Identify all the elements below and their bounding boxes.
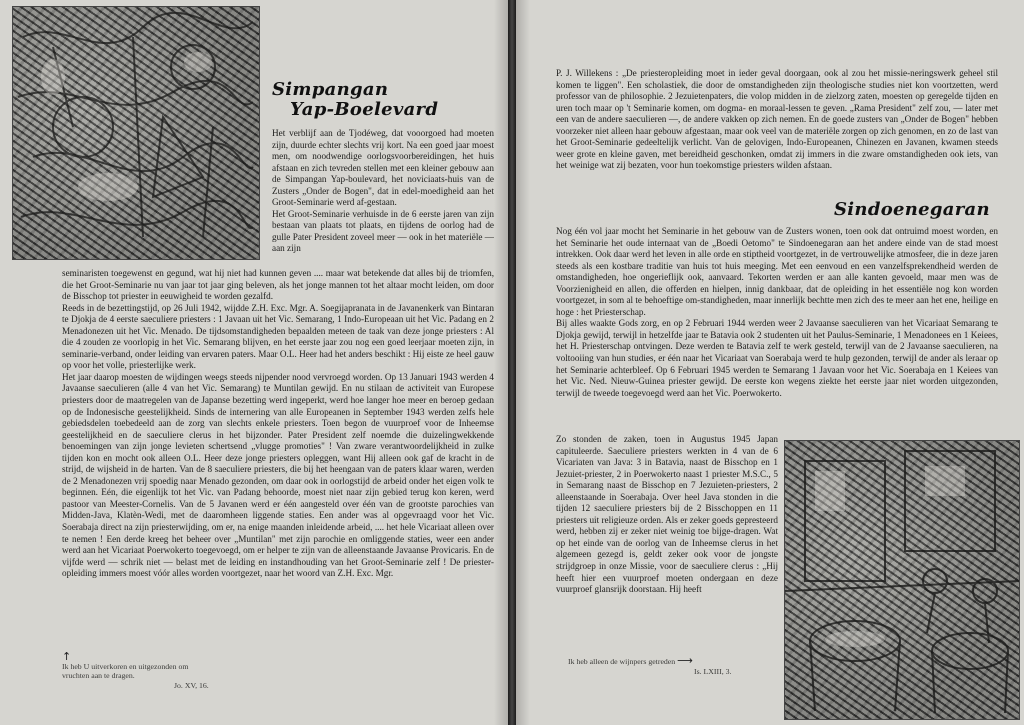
right-page (516, 0, 1024, 725)
right-main-column (556, 226, 998, 399)
footnote-reference: Jo. XV, 16. (174, 680, 209, 690)
left-page (0, 0, 508, 725)
footnote-line-1: Ik heb U uitverkoren en uitgezonden om (62, 661, 189, 671)
left-main-column (62, 268, 494, 580)
left-body-paragraph-3: Het jaar daarop moesten de wijdingen weegs steeds nijpender nood vervroegd worden. Op 13 Januari 1943 werden 4 Javaanse saeculieren (alle 4 van het Vic. Semarang) te Muntilan gewijd. En nu stilaan de activiteit van Europese priesters door de maatregelen van de Japanse bezetting werd ingeperkt, werd hoe langer hoe meer en beroep gedaan op de Indonesische geestelijkheid. Sinds de internering van alle Europeanen in September 1943 werden zelfs hele gebiedsdelen toebedeeld aan de zorg van slechts enkele priesters. Toen begon de vuurproef voor de Inheemse geestelijkheid en de saeculiere clerus in het bijzonder. Pater President zelf noemde die duizelingwekkende benoemingen van zijn jonge levieten schertsend „vlugge promoties" ! Van zware verantwoordelijkheid in zulke tijden kon en mocht ook alleen O.L. Heer deze jonge priesters opleggen, want Hij alleen ook gaf de kracht in de strijd, de wijsheid in de harten. Van de 8 saeculiere priesters, die bij het heengaan van de paters klaar waren, werden de 2 Menadonezen vrij spoedig naar Menado gezonden, om daar ook in oorlogstijd de arbeid onder het eigen volk te beginnen. Eén, die eigenlijk tot het Vic. van Padang behoorde, moest niet naar zijn gebied terug kon keren, werd pastoor van Meester-Cornelis. Van de 5 Javanen werd er één aangesteld over één van de grootste parochies van Midden-Java, Klatèn-Wedi, met de daaromheen liggende staties. Een ander was al opgevraagd voor het Vic. Soerabaja direct na zijn priesterwijding, om er, na enige maanden inleidende arbeid, .... het hele Vicariaat alleen over te nemen ! Een derde kreeg het beheer over „Muntilan" met zijn parochie en omliggende staties, weer een ander werd aan het Vicariaat Poerwokerto toegevoegd, om er helper te zijn van de alleenstaande Javaanse Provicaris. En de vijfde werd — schrik niet — belast met de leiding en instandhouding van het Groot-Seminarie zelf ! De priester-opleiding immers moest vóór alles worden voortgezet, naar het woord van Z.H. Exc. Mgr. (62, 371, 494, 579)
artwork-drawing (13, 7, 259, 259)
footnote-reference: Is. LXIII, 3. (694, 666, 732, 676)
footnote-text: Ik heb alleen de wijnpers getreden (568, 657, 676, 666)
right-arrow-icon: ⟶ (677, 654, 693, 667)
footnote-line-1 (568, 656, 780, 667)
right-footnote (568, 656, 780, 676)
left-body-paragraph-1: seminaristen toegewenst en gegund, wat hij niet had kunnen geven .... maar wat betekende dat alles bij de triomfen, die het Groot-Seminarie nu van jaar tot jaar ging beleven, als het jonge mannen tot het altaar mocht leiden, om door de Bisschop tot priester in eeuwigheid te worden gezalfd. (62, 268, 494, 302)
right-body-paragraph-2: Bij alles waakte Gods zorg, en op 2 Februari 1944 werden weer 2 Javaanse saeculieren van het Vicariaat Semarang te Djokja gewijd, terwijl in hetzelfde jaar te Batavia ook 2 studenten uit het Paulus-Seminarie, 1 Menadonees en 1 Keiees, het H. Priesterschap ontvingen. Deze werden te Batavia zelf te werk gesteld, terwijl van de 2 Javaanse saeculieren, na voltooiing van hun studies, er één naar het Vicariaat van Soerabaja werd te hulp gezonden, terwijl de ander als leraar op het Seminarie achterbleef. Op 6 Februari 1945 werden te Semarang 1 Javaan voor het Vic. Soerabaja en 1 Keiees van het Vic. Ned. Nieuw-Guinea priester gewijd. De eerste kon wegens ziekte het eerste jaar niet worden uitgezonden, terwijl de tweede toegevoegd werd aan het Vic. Poerwokerto. (556, 318, 998, 398)
section-title-simpangan (272, 80, 438, 120)
right-body-paragraph-1: Nog één vol jaar mocht het Seminarie in het gebouw van de Zusters wonen, toen ook dat ontruimd moest worden, en het Seminarie het oude internaat van de „Boedi Oetomo" te Sindoenegaran aan het andere einde van de stad moest intrekken. Ook daar werd het leven in alle orde en stiptheid voortgezet, in de vertrouwelijke atmosfeer, die in deze jaren steeds als een kostbare traditie van huis tot huis meeging. Met een eenvoud en een vanzelfsprekendheid werden de omstandigheden, hoe ongerieflijk ook, aanvaard. Tekorten werden er aan alle kanten gevoeld, maar men was de Voorzienigheid en allen, die offerden en hielpen, innig dankbaar, dat de opleiding in het essentiële nog kon worden voortgezet, in som al te behoeftige om-standigheden, maar innerlijk bechtte men zich des te meer aan het ene, heilige en hoge : het Priesterschap. (556, 226, 998, 317)
title-line-1: Simpangan (272, 79, 389, 100)
up-arrow-icon: ↑ (62, 650, 72, 663)
left-intro-column (272, 128, 494, 255)
title-text: Sindoenegaran (834, 199, 990, 220)
artwork-image-top-left (12, 6, 260, 260)
book-gutter (508, 0, 516, 725)
right-top-column (556, 68, 998, 172)
footnote-line-2: vruchten aan te dragen. (62, 671, 135, 680)
left-intro-paragraph: Het verblijf aan de Tjodéweg, dat vooorgoed had moeten zijn, duurde echter slechts vrij kort. Na een goed jaar moest men, om noodwendige oorlogsvoorbereidingen, het huis afstaan en zich tevreden stellen met een kleiner gebouw aan de Simpangan Yap-boulevard, het noviciaats-huis van de Zusters „Onder de Bogen", dat in edel-moedigheid aan het Groot-Seminarie werd af-gestaan. (272, 128, 494, 208)
left-body-paragraph-2: Reeds in de bezettingstijd, op 26 Juli 1942, wijdde Z.H. Exc. Mgr. A. Soegijapranata in de Javanenkerk van Bintaran te Djokja de 4 eerste saeculiere priesters : 1 Javaan uit het Vic. Semarang, 1 Indo-Europeaan uit het Vic. Padang en 2 Menadonezen uit het Vic. Menado. De tijdsomstandigheden bepaalden meteen de taak van deze jonge priesters : Al die 4 zouden ze voorlopig in het Vic. Semarang blijven, en het eerste jaar zou nog een goed leerjaar moeten zijn, in seminarie-verband, onder leiding van ervaren paters. Maar O.L. Heer had het anders beschikt : Hij eiste ze heel gauw op voor het volle, priesterlijke werk. (62, 302, 494, 371)
artwork-image-bottom-right (784, 440, 1020, 720)
right-lower-column (556, 434, 778, 596)
section-title-sindoenegaran (834, 200, 990, 220)
left-footnote (62, 652, 262, 690)
right-top-paragraph: P. J. Willekens : „De priesteropleiding moet in ieder geval doorgaan, ook al zou het missie-neringswerk geheel stil komen te liggen". Een scholastiek, die door de omstandigheden zijn theologische studies niet kon voortzetten, werd professor van de philosophie. 2 Jezuietenpaters, die volop midden in de zielzorg zaten, moesten op geregelde tijden en uren toch maar op 't Seminarie komen, om dogma- en moraal-lessen te geven. „Rama President" zelf zou, — later met een van de andere saeculieren —, de andere vakken op zich nemen. En de goede zusters van „Onder de Bogen" hebben voorzeker niet alleen haar gebouw afgestaan, maar ook veel van de materiële zorgen op zich genomen, en zo de last van het Groot-Seminarie gedeeltelijk verlicht. Van de gelovigen, Indo-Europeanen, Chinezen en Javanen, kwamen steeds weer grote en kleine gaven, met bereidheid geschonken, omdat zij immers in die zware omstandigheden ook iets, van het weinige wat zij bezaten, voor hun toekomstige priesters wilden afstaan. (556, 68, 998, 171)
title-line-2: Yap-Boelevard (290, 99, 439, 120)
artwork-drawing-wine-press (785, 441, 1019, 719)
right-body-paragraph-3: Zo stonden de zaken, toen in Augustus 1945 Japan capituleerde. Saeculiere priesters werkten in 4 van de 6 Vicariaten van Java: 3 in Batavia, naast de Bisschop en 1 Jezuiet-priester, 2 in Poerwokerto naast 1 priester M.S.C., 5 in Semarang naast de Bisschop en 7 Jezuieten-priesters, 2 alleenstaande in Soerabaja. Over heel Java stonden in die tijden 12 saeculiere priesters bij de 2 Bisschoppen en 11 priesters uit religieuze orden. Als er zeker goeds gepresteerd werd, hebben zij er zeker niet weinig toe bijge-dragen. Wat op het einde van de oorlog van de Inheemse clerus in het algemeen gezegd is, geldt zeker ook voor de jongste strijdgroep in onze Missie, voor de saeculiere clerus : „Hij heeft hier een vuurproef moeten ondergaan en deze vuurproef glansrijk doorstaan. Hij heeft (556, 434, 778, 595)
left-intro-paragraph-2: Het Groot-Seminarie verhuisde in de 6 eerste jaren van zijn bestaan van plaats tot plaats, en tijdens de oorlog had de gulle Pater President zoveel meer — ook in het materiële — aan zijn (272, 208, 494, 254)
